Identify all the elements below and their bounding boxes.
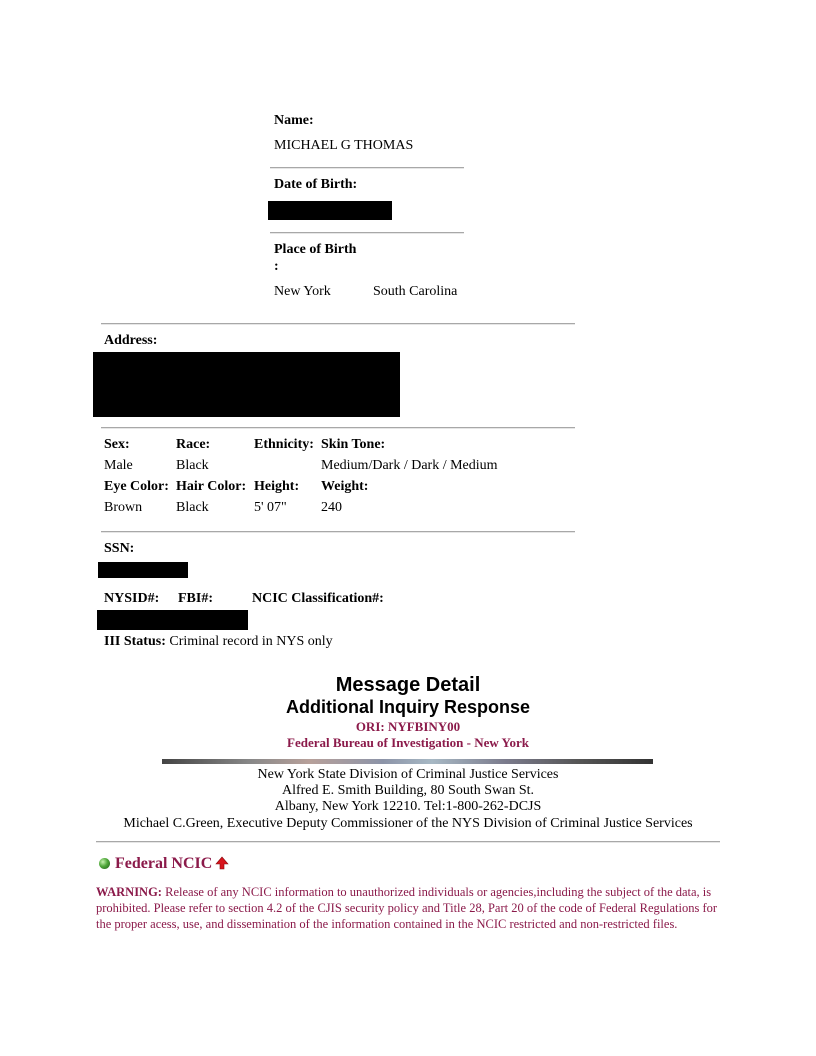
message-title: Message Detail — [335, 674, 481, 696]
iii-status-value: Criminal record in NYS only — [169, 634, 333, 649]
divider — [270, 167, 464, 169]
hair-color-label: Hair Color: — [176, 479, 247, 494]
dcjs-line-2: Alfred E. Smith Building, 80 South Swan St. — [281, 783, 534, 798]
divider — [101, 323, 575, 325]
height-value: 5' 07" — [254, 500, 287, 515]
address-label: Address: — [104, 333, 158, 348]
ncic-classification-label: NCIC Classification#: — [252, 591, 384, 606]
divider — [101, 427, 575, 429]
sex-label: Sex: — [104, 437, 130, 452]
ssn-label: SSN: — [104, 541, 135, 556]
divider — [101, 531, 575, 533]
warning-text: Release of any NCIC information to unauthorized individuals or agencies,including the subject of the data, is prohibited. Please refer to section 4.2 of the CJIS security policy and Title 28, Part 20 of the code of Federal Regulations for the proper acess, use, and dissemination of the information contained in the NCIC restricted and non-restricted files. — [96, 885, 718, 931]
iii-status-label: III Status: — [104, 634, 166, 649]
agency-line: Federal Bureau of Investigation - New York — [287, 735, 529, 750]
fbi-label: FBI#: — [178, 591, 213, 606]
ethnicity-label: Ethnicity: — [254, 437, 314, 452]
eye-color-value: Brown — [104, 500, 143, 515]
red-up-arrow-icon[interactable] — [215, 856, 229, 870]
race-value: Black — [176, 458, 209, 473]
ssn-redaction — [98, 562, 188, 578]
dcjs-line-3: Albany, New York 12210. Tel:1-800-262-DCJS — [274, 799, 542, 814]
skin-tone-label: Skin Tone: — [321, 437, 386, 452]
ids-redaction — [97, 610, 248, 630]
address-redaction — [93, 352, 400, 417]
hair-color-value: Black — [176, 500, 209, 515]
dcjs-line-4: Michael C.Green, Executive Deputy Commissioner of the NYS Division of Criminal Justice Services — [123, 816, 693, 831]
dcjs-line-1: New York State Division of Criminal Justice Services — [257, 767, 559, 782]
pob-label: Place of Birth — [274, 242, 357, 257]
dob-redaction — [268, 201, 392, 220]
warning-label: WARNING: — [96, 885, 162, 899]
race-label: Race: — [176, 437, 211, 452]
dob-label: Date of Birth: — [274, 177, 358, 192]
federal-ncic-heading: Federal NCIC — [115, 855, 213, 872]
decorative-banner-bar — [162, 759, 653, 764]
pob-state: South Carolina — [373, 284, 458, 299]
name-value: MICHAEL G THOMAS — [274, 138, 414, 153]
ncic-warning — [96, 884, 720, 932]
height-label: Height: — [254, 479, 300, 494]
weight-label: Weight: — [321, 479, 369, 494]
weight-value: 240 — [321, 500, 342, 515]
ori-line: ORI: NYFBINY00 — [355, 719, 461, 734]
green-ball-icon — [99, 858, 110, 869]
sex-value: Male — [104, 458, 133, 473]
skin-tone-value: Medium/Dark / Dark / Medium — [321, 458, 498, 473]
pob-city: New York — [274, 284, 331, 299]
divider — [96, 841, 720, 843]
iii-status — [104, 634, 333, 650]
message-subtitle: Additional Inquiry Response — [285, 697, 531, 717]
pob-label-colon: : — [274, 259, 279, 274]
nysid-label: NYSID#: — [104, 591, 160, 606]
name-label: Name: — [274, 113, 314, 128]
divider — [270, 232, 464, 234]
eye-color-label: Eye Color: — [104, 479, 169, 494]
